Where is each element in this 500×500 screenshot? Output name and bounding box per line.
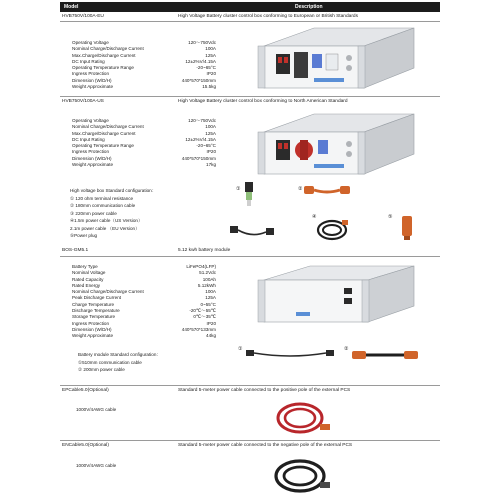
accessory-mark: ① xyxy=(236,186,241,192)
spec-row: Max.Charge/Discharge Current 125A xyxy=(72,130,216,136)
spec-row: Charge Temperature 0~55°C xyxy=(72,301,216,307)
config-item: 2.1m power cable （EU Version） xyxy=(70,225,140,231)
spec-row: Rated Energy 5.12kWh xyxy=(72,282,216,288)
accessory-mark: ② xyxy=(344,346,349,352)
config-item: ① 120 ohm terminal resistance xyxy=(70,195,134,201)
spec-row: Dimension (W/D/H) 440*570*150mm xyxy=(72,77,216,83)
power-plug-image xyxy=(396,214,420,242)
spec-row: Nominal Charge/Discharge Current 100A xyxy=(72,289,216,295)
config-item: ③ 220mm power cable xyxy=(70,210,117,216)
config-item: ② 180mm communication cable xyxy=(70,203,136,208)
spec-row: Battery Type LiFePO4(LFP) xyxy=(72,264,216,269)
spec-row: Dimension (W/D/H) 440*570*133mm xyxy=(72,326,216,332)
specs-module xyxy=(72,264,216,340)
terminal-resistance-image xyxy=(242,180,256,208)
spec-row: Operating Voltage 120～750Vdc xyxy=(72,118,216,123)
accessory-mark: ② xyxy=(298,186,303,192)
spec-row: Operating Voltage 120～750Vdc xyxy=(72,40,216,45)
spec-row: Ingress Protection IP20 xyxy=(72,320,216,326)
spec-row: Discharge Temperature -20℃～55℃ xyxy=(72,308,216,314)
divider xyxy=(60,440,440,441)
model-us: HVB750V/100A-US xyxy=(62,99,104,104)
divider xyxy=(60,385,440,386)
accessory-mark: ④ xyxy=(312,214,317,220)
description-ep-cable: Standard 5-meter power cable connected to the positive pole of the external PCS xyxy=(178,388,351,393)
config-title: Battery module Standard configuration： xyxy=(78,352,161,357)
config-title: High voltage box Standard configuration： xyxy=(70,188,157,193)
config-box-list xyxy=(70,188,156,241)
en-cable-spec: 1000V/4AWG cable xyxy=(76,463,117,468)
spec-row: Weight Approximate 17kg xyxy=(72,162,216,168)
accessory-mark: ⑤ xyxy=(388,214,393,220)
specs-us xyxy=(72,118,216,168)
spec-row: DC Input Rating 12±2%V/4.15A xyxy=(72,136,216,142)
communication-cable-image xyxy=(228,222,276,242)
model-module: BOS-GM5.1 xyxy=(62,248,89,253)
spec-row: Weight Approximate 15.5kg xyxy=(72,84,216,90)
battery-module-image xyxy=(254,262,424,328)
config-item: ⑤Power plug xyxy=(70,233,98,238)
model-ep-cable: EPCable5.0(Optional) xyxy=(62,388,109,393)
description-module: 5.12 kwh battery module xyxy=(178,248,231,253)
spec-row: Rated Capacity 100Ah xyxy=(72,276,216,282)
divider xyxy=(60,21,440,22)
spec-row: Ingress Protection IP20 xyxy=(72,149,216,155)
description-en-cable: Standard 5-meter power cable connected to the negative pole of the external PCS xyxy=(178,443,353,448)
module-power-cable-image xyxy=(350,346,420,364)
model-en-cable: ENCable5.0(Optional) xyxy=(62,443,109,448)
long-power-cable-image xyxy=(314,216,350,244)
config-item: ④1.5m power cable（US Version） xyxy=(70,218,143,223)
spec-row: Storage Temperature 0℃～35℃ xyxy=(72,314,216,320)
power-cable-short-image xyxy=(302,182,352,198)
spec-row: Operating Temperature Range -20~65°C xyxy=(72,65,216,71)
config-item: ② 200mm power cable xyxy=(78,367,125,372)
spec-row: Nominal Charge/Discharge Current 100A xyxy=(72,46,216,52)
header-description: Description xyxy=(295,4,323,10)
accessory-mark: ① xyxy=(238,346,243,352)
ep-cable-spec: 1000V/4AWG cable xyxy=(76,407,117,412)
specs-eu xyxy=(72,40,216,90)
spec-row: Weight Approximate 44kg xyxy=(72,333,216,339)
divider xyxy=(60,256,440,257)
spec-row: Ingress Protection IP20 xyxy=(72,71,216,77)
spec-row: Peak Discharge Current 125A xyxy=(72,295,216,301)
model-eu: HVB750V/100A-EU xyxy=(62,14,104,19)
spec-row: DC Input Rating 12±2%V/4.15A xyxy=(72,58,216,64)
description-us: High Voltage Battery cluster control box conforming to North American Standard xyxy=(178,99,348,104)
en-cable-image xyxy=(268,452,334,498)
ep-cable-image xyxy=(270,396,334,440)
spec-row: Nominal Charge/Discharge Current 100A xyxy=(72,124,216,130)
module-config-list xyxy=(78,352,161,375)
header-model: Model xyxy=(64,4,79,10)
module-communication-cable-image xyxy=(244,344,336,364)
config-item: ①510mm communication cable xyxy=(78,359,142,365)
description-eu: High Voltage Battery cluster control box conforming to European or British Standards xyxy=(178,14,358,19)
spec-row: Max.Charge/Discharge Current 125A xyxy=(72,52,216,58)
control-box-us-image xyxy=(254,110,424,182)
control-box-eu-image xyxy=(254,24,424,96)
divider xyxy=(60,96,440,97)
spec-row: Operating Temperature Range -20~65°C xyxy=(72,143,216,149)
spec-row: Nominal Voltage 51.2Vdc xyxy=(72,270,216,276)
table-header xyxy=(60,2,440,12)
spec-row: Dimension (W/D/H) 440*570*150mm xyxy=(72,155,216,161)
